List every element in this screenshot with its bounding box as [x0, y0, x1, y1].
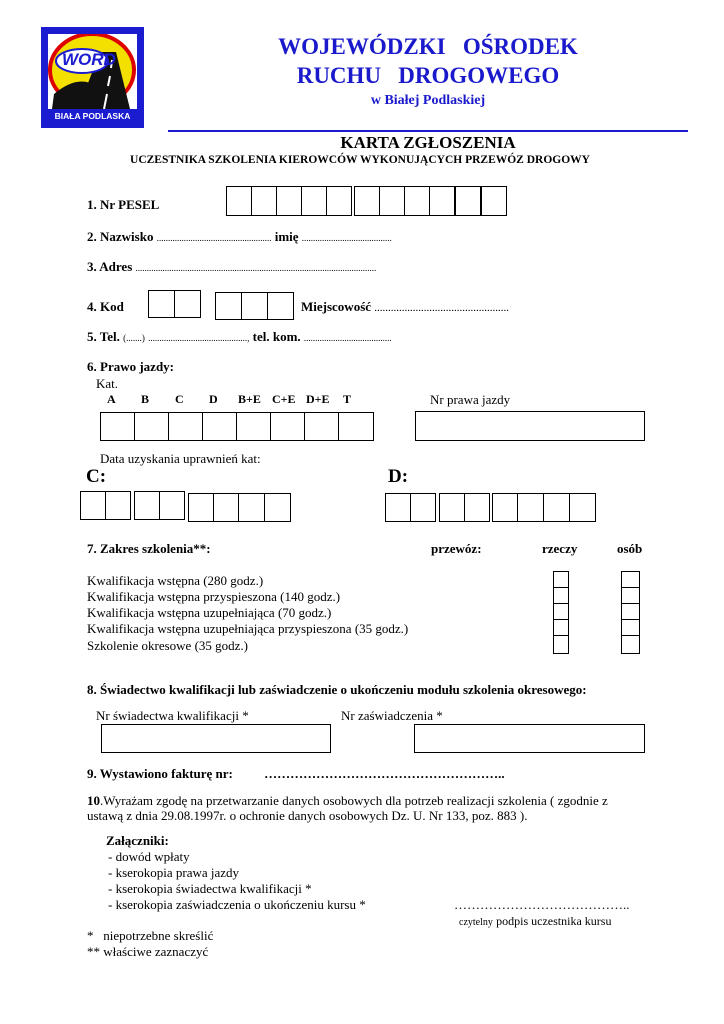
date-d-digit-box[interactable] — [410, 493, 436, 522]
city-label: Miejscowość — [301, 299, 372, 314]
mobile-label: tel. kom. — [252, 329, 301, 344]
attestation-number-input[interactable] — [414, 724, 645, 753]
postal-code-box[interactable] — [267, 292, 294, 320]
category-t-label: T — [343, 392, 352, 406]
city-field[interactable]: ................................................. — [374, 302, 510, 314]
persons-label: osób — [617, 541, 643, 556]
address-row — [87, 259, 376, 275]
license-heading-text: . Prawo jazdy: — [93, 359, 175, 374]
category-be-label: B+E — [238, 392, 261, 406]
category-label: Kat. — [96, 376, 119, 391]
invoice-row — [87, 766, 505, 782]
certificate-number-input[interactable] — [101, 724, 331, 753]
name-field[interactable]: ........................................ — [301, 233, 392, 243]
logo-word-text: WORD — [62, 50, 116, 69]
form-subtitle: UCZESTNIKA SZKOLENIA KIEROWCÓW WYKONUJĄCYCH PRZEWÓZ DROGOWY — [130, 154, 590, 166]
pesel-digit-box[interactable] — [429, 186, 455, 216]
date-c-digit-box[interactable] — [188, 493, 214, 522]
form-title: KARTA ZGŁOSZENIA — [340, 133, 516, 152]
license-date-label: Data uzyskania uprawnień kat: — [100, 451, 261, 466]
persons-checkbox[interactable] — [621, 603, 640, 620]
category-b-box[interactable] — [134, 412, 169, 441]
mobile-field[interactable]: ....................................... — [303, 333, 392, 343]
pesel-label: 1. Nr PESEL — [87, 197, 160, 212]
pesel-digit-box[interactable] — [354, 186, 380, 216]
training-option: Szkolenie okresowe (35 godz.) — [87, 638, 249, 653]
category-a-box[interactable] — [100, 412, 135, 441]
license-heading-num: 6 — [87, 359, 94, 374]
signature-prefix: czytelny — [459, 917, 493, 928]
certificate-number-label: Nr świadectwa kwalifikacji * — [96, 708, 249, 723]
header-divider — [168, 130, 688, 132]
consent-line2: ustawą z dnia 29.08.1997r. o ochronie danych osobowych Dz. U. Nr 133, poz. 883 ). — [87, 808, 528, 823]
pesel-digit-box[interactable] — [326, 186, 352, 216]
signature-field[interactable]: ………………………………….. — [454, 897, 630, 912]
date-c-digit-box[interactable] — [105, 491, 131, 520]
goods-checkbox[interactable] — [553, 587, 569, 604]
surname-row — [87, 229, 392, 245]
persons-checkbox[interactable] — [621, 635, 640, 654]
attachment-item: - kserokopia świadectwa kwalifikacji * — [108, 881, 312, 896]
goods-checkbox[interactable] — [553, 603, 569, 620]
footnote-strike: * niepotrzebne skreślić — [87, 928, 214, 943]
attestation-number-label: Nr zaświadczenia * — [341, 708, 443, 723]
date-d-label: D: — [388, 466, 409, 487]
date-d-digit-box[interactable] — [492, 493, 518, 522]
phone-row — [87, 329, 392, 345]
category-d-label: D — [209, 392, 218, 406]
consent-text-1: .Wyrażam zgodę na przetwarzanie danych osobowych dla potrzeb realizacji szkolenia ( zgodnie z — [100, 793, 608, 808]
name-label: imię — [274, 229, 299, 244]
city-row — [301, 299, 509, 315]
date-d-digit-box[interactable] — [543, 493, 570, 522]
goods-checkbox[interactable] — [553, 619, 569, 636]
consent-number: 10 — [87, 793, 100, 808]
pesel-digit-box[interactable] — [301, 186, 327, 216]
date-d-digit-box[interactable] — [385, 493, 411, 522]
category-a-label: A — [107, 392, 116, 406]
license-number-input[interactable] — [415, 411, 645, 441]
goods-label: rzeczy — [542, 541, 578, 556]
invoice-label: 9. Wystawiono fakturę nr: — [87, 766, 233, 781]
postal-code-box[interactable] — [241, 292, 268, 320]
pesel-digit-box[interactable] — [379, 186, 405, 216]
transport-label: przewóz: — [431, 541, 482, 556]
phone-field[interactable]: ............................................, — [148, 333, 250, 343]
attachments-heading: Załączniki: — [106, 833, 169, 848]
signature-caption — [459, 913, 611, 929]
postal-code-box[interactable] — [174, 290, 201, 318]
training-option: Kwalifikacja wstępna uzupełniająca (70 godz.) — [87, 605, 332, 620]
attachment-item: - dowód wpłaty — [108, 849, 190, 864]
date-c-digit-box[interactable] — [238, 493, 265, 522]
pesel-digit-box[interactable] — [481, 186, 507, 216]
address-label: 3. Adres — [87, 259, 133, 274]
license-heading — [87, 359, 174, 375]
license-number-label: Nr prawa jazdy — [430, 392, 511, 407]
phone-label: . Tel. — [93, 329, 120, 344]
logo-city-text: BIAŁA PODLASKA — [54, 111, 131, 121]
institution-subtitle: w Białej Podlaskiej — [370, 93, 486, 108]
postal-code-box[interactable] — [148, 290, 175, 318]
address-field[interactable]: ........................................................................................................... — [135, 263, 377, 273]
category-ce-label: C+E — [272, 392, 296, 406]
date-c-label: C: — [86, 466, 107, 487]
invoice-field[interactable]: ……………………………………………….. — [264, 766, 505, 781]
goods-checkbox[interactable] — [553, 635, 569, 654]
pesel-digit-box[interactable] — [455, 186, 481, 216]
date-d-digit-box[interactable] — [517, 493, 544, 522]
persons-checkbox[interactable] — [621, 571, 640, 588]
surname-field[interactable]: ................................................... — [156, 233, 272, 243]
institution-title-line1: WOJEWÓDZKI OŚRODEK — [278, 34, 578, 59]
goods-checkbox[interactable] — [553, 571, 569, 588]
institution-title-line2: RUCHU DROGOWEGO — [296, 63, 560, 88]
signature-label: podpis uczestnika kursu — [496, 914, 612, 928]
footnote-mark: ** właściwe zaznaczyć — [87, 944, 209, 959]
attachment-item: - kserokopia zaświadczenia o ukończeniu kursu * — [108, 897, 366, 912]
category-b-label: B — [141, 392, 150, 406]
date-c-digit-box[interactable] — [134, 491, 160, 520]
persons-checkbox[interactable] — [621, 587, 640, 604]
date-c-digit-box[interactable] — [80, 491, 106, 520]
training-option: Kwalifikacja wstępna przyspieszona (140 godz.) — [87, 589, 341, 604]
training-option: Kwalifikacja wstępna uzupełniająca przyspieszona (35 godz.) — [87, 621, 409, 636]
category-c-label: C — [175, 392, 184, 406]
category-de-label: D+E — [306, 392, 330, 406]
postal-code-box[interactable] — [215, 292, 242, 320]
category-de-box[interactable] — [304, 412, 339, 441]
postal-code-label: 4. Kod — [87, 299, 124, 314]
road-logo-icon — [48, 34, 137, 109]
surname-label: 2. Nazwisko — [87, 229, 154, 244]
category-c-box[interactable] — [168, 412, 203, 441]
date-c-digit-box[interactable] — [213, 493, 239, 522]
phone-number-index: 5 — [87, 329, 94, 344]
pesel-digit-box[interactable] — [251, 186, 277, 216]
attachment-item: - kserokopia prawa jazdy — [108, 865, 240, 880]
category-be-box[interactable] — [236, 412, 271, 441]
persons-checkbox[interactable] — [621, 619, 640, 636]
phone-area-field[interactable]: (.......) — [123, 333, 145, 343]
date-d-digit-box[interactable] — [464, 493, 490, 522]
word-logo — [41, 27, 144, 128]
training-option: Kwalifikacja wstępna (280 godz.) — [87, 573, 264, 588]
date-d-digit-box[interactable] — [569, 493, 596, 522]
category-d-box[interactable] — [202, 412, 237, 441]
pesel-digit-box[interactable] — [276, 186, 302, 216]
training-heading: 7. Zakres szkolenia**: — [87, 541, 211, 556]
consent-line1 — [87, 793, 608, 809]
certificate-heading: 8. Świadectwo kwalifikacji lub zaświadczenie o ukończeniu modułu szkolenia okresowego: — [87, 682, 587, 697]
date-d-digit-box[interactable] — [439, 493, 465, 522]
pesel-digit-box[interactable] — [404, 186, 430, 216]
category-ce-box[interactable] — [270, 412, 305, 441]
date-c-digit-box[interactable] — [264, 493, 291, 522]
date-c-digit-box[interactable] — [159, 491, 185, 520]
pesel-digit-box[interactable] — [226, 186, 252, 216]
category-t-box[interactable] — [338, 412, 374, 441]
